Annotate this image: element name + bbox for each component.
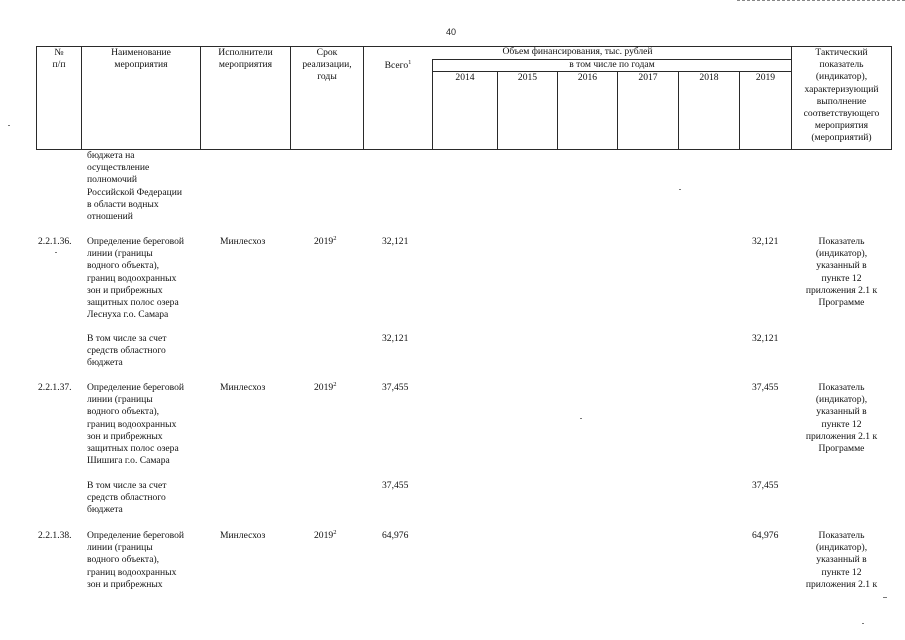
header-year-2015: 2015 [517,72,538,83]
header-total: Всего$^1$ [384,58,412,71]
scan-speck [883,597,887,598]
scan-speck [580,418,582,419]
header-year-2017: 2017 [638,72,658,83]
header-by-years: в том числе по годам [569,59,655,70]
row-38-executor: Минлесхоз [220,530,266,541]
page-number: 40 [446,27,457,37]
header-year-2014: 2014 [455,72,475,83]
row-36-indicator: Показатель (индикатор), указанный в пункте 12 приложения 2.1 к Программе [805,236,878,309]
continuation-name: бюджета на осуществление полномочий Российской Федерации в области водных отношений [87,150,182,223]
header-num: № п/п [52,47,66,71]
scan-speck [862,623,864,624]
row-36-subtotal-2019: 32,121 [752,333,779,344]
row-36-num: 2.2.1.36. [38,236,72,247]
row-36-2019: 32,121 [752,236,779,247]
header-executor: Исполнители мероприятия [218,47,273,71]
header-financing-title: Объем финансирования, тыс. рублей [502,46,653,57]
row-37-term: 2019$^2$ [314,380,337,393]
row-37-num: 2.2.1.37. [38,382,72,393]
header-year-2018: 2018 [699,72,719,83]
header-year-2016: 2016 [577,72,598,83]
row-36-subtotal-name: В том числе за счет средств областного бюджета [87,333,167,369]
row-37-2019: 37,455 [752,382,779,393]
row-36-name: Определение береговой линии (границы водного объекта), границ водоохранных зон и прибрежных защитных полос озера Леснуха г.о. Самара [87,236,185,321]
scan-speck [55,252,57,253]
row-38-total: 64,976 [382,530,409,541]
row-36-term: 2019$^2$ [314,234,337,247]
row-37-subtotal-2019: 37,455 [752,480,779,491]
row-38-indicator: Показатель (индикатор), указанный в пункте 12 приложения 2.1 к [805,530,878,590]
scan-speck [8,125,10,126]
header-indicator: Тактический показатель (индикатор), характеризующий выполнение соответствующего мероприятия (мероприятий) [803,47,880,144]
header-name: Наименование мероприятия [111,47,171,71]
row-38-num: 2.2.1.38. [38,530,72,541]
header-term: Срок реализации, годы [302,47,352,83]
row-38-2019: 64,976 [752,530,779,541]
header-year-2019: 2019 [755,72,776,83]
row-38-name: Определение береговой линии (границы водного объекта), границ водоохранных зон и прибрежных [87,530,185,590]
row-37-indicator: Показатель (индикатор), указанный в пункте 12 приложения 2.1 к Программе [805,382,878,455]
row-37-name: Определение береговой линии (границы водного объекта), границ водоохранных зон и прибрежных защитных полос озера Шишига г.о. Самара [87,382,185,467]
row-37-total: 37,455 [382,382,409,393]
row-38-term: 2019$^2$ [314,528,337,541]
scan-speck [679,189,681,190]
row-36-subtotal-total: 32,121 [382,333,409,344]
row-37-subtotal-name: В том числе за счет средств областного бюджета [87,480,167,516]
top-dashed-rule [737,0,905,2]
row-37-executor: Минлесхоз [220,382,266,393]
row-36-executor: Минлесхоз [220,236,266,247]
row-36-total: 32,121 [382,236,409,247]
col-border-right [891,46,892,150]
row-37-subtotal-total: 37,455 [382,480,409,491]
